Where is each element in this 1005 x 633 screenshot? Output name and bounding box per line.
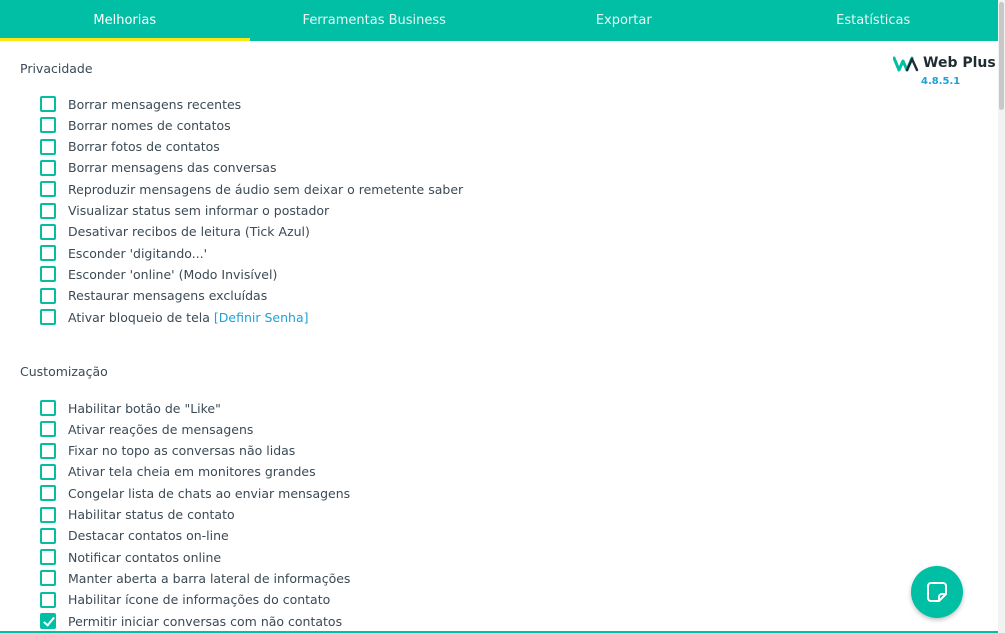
privacy-option[interactable] [40, 158, 276, 178]
brand [893, 55, 996, 91]
tab-melhorias[interactable]: Melhorias [0, 0, 250, 41]
checkbox[interactable] [40, 224, 56, 240]
customization-option[interactable] [40, 419, 253, 439]
option-label: Habilitar status de contato [68, 507, 235, 522]
customization-option[interactable] [40, 462, 316, 482]
tab-bar [0, 0, 998, 41]
tab-ferramentas-business[interactable]: Ferramentas Business [302, 13, 446, 28]
privacy-option[interactable] [40, 264, 277, 284]
tab-estatisticas[interactable]: Estatísticas [836, 13, 911, 28]
tab-exportar[interactable]: Exportar [595, 13, 652, 28]
option-label: Congelar lista de chats ao enviar mensagens [68, 485, 351, 501]
checkbox[interactable] [40, 485, 56, 501]
privacy-option[interactable] [40, 243, 207, 263]
checkbox[interactable] [40, 400, 56, 416]
sticker-button[interactable] [911, 566, 963, 618]
option-label: Notificar contatos online [68, 549, 222, 565]
customization-option[interactable] [40, 611, 342, 631]
checkbox[interactable] [40, 443, 56, 459]
privacy-option[interactable] [40, 222, 310, 242]
checkbox[interactable] [40, 464, 56, 480]
customization-option[interactable] [40, 526, 229, 546]
checkbox[interactable] [40, 288, 56, 304]
checkbox[interactable] [40, 117, 56, 133]
checkbox[interactable] [40, 309, 56, 325]
checkbox[interactable] [40, 96, 56, 112]
option-label: Ativar tela cheia em monitores grandes [68, 464, 316, 480]
option-label: Restaurar mensagens excluídas [68, 288, 268, 304]
privacy-option[interactable] [40, 137, 220, 157]
checkbox[interactable] [40, 160, 56, 176]
option-label: Borrar nomes de contatos [68, 117, 231, 133]
privacy-option[interactable] [40, 286, 267, 306]
customization-option[interactable] [40, 483, 350, 503]
checkbox[interactable] [40, 549, 56, 565]
option-label: Manter aberta a barra lateral de informações [68, 570, 351, 586]
privacy-option[interactable] [40, 115, 231, 135]
checkbox[interactable] [40, 421, 56, 437]
privacy-option[interactable] [40, 179, 463, 199]
checkmark-icon [43, 614, 55, 626]
customization-option[interactable] [40, 441, 295, 461]
option-label: Esconder 'digitando...' [68, 245, 208, 261]
brand-version: 4.8.5.1 [921, 76, 961, 87]
option-label: Reproduzir mensagens de áudio sem deixar o remetente saber [68, 181, 464, 197]
option-label: Visualizar status sem informar o postador [68, 203, 330, 218]
option-label: Ativar reações de mensagens [68, 421, 254, 437]
option-label: Borrar mensagens recentes [68, 96, 242, 112]
checkbox[interactable] [40, 245, 56, 261]
privacy-option[interactable] [40, 307, 309, 327]
customization-option[interactable] [40, 398, 221, 418]
privacy-option[interactable] [40, 94, 241, 114]
checkbox[interactable] [40, 528, 56, 544]
option-label: Habilitar botão de "Like" [68, 400, 221, 416]
customization-option[interactable] [40, 547, 221, 567]
wa-logo-icon [893, 56, 919, 72]
option-label: Borrar fotos de contatos [68, 139, 220, 155]
option-label: Habilitar ícone de informações do contato [68, 592, 331, 608]
customization-option[interactable] [40, 590, 330, 610]
option-label: Esconder 'online' (Modo Invisível) [68, 266, 278, 282]
section-title-customizacao: Customização [20, 364, 108, 379]
scrollbar[interactable] [998, 0, 1005, 633]
scrollbar-thumb[interactable] [999, 2, 1004, 110]
brand-name: Web Plus [923, 55, 996, 71]
option-label: Destacar contatos on-line [68, 528, 229, 544]
checkbox[interactable] [40, 592, 56, 608]
option-label: Fixar no topo as conversas não lidas [68, 443, 296, 459]
customization-option[interactable] [40, 505, 235, 525]
sticker-icon [926, 581, 948, 603]
section-title-privacidade: Privacidade [20, 61, 93, 76]
checkbox[interactable] [40, 139, 56, 155]
option-label: Permitir iniciar conversas com não contatos [68, 613, 343, 629]
option-label: Desativar recibos de leitura (Tick Azul) [68, 224, 310, 240]
set-password-link[interactable]: [Definir Senha] [213, 309, 309, 325]
customization-option[interactable] [40, 568, 350, 588]
option-label: Borrar mensagens das conversas [68, 160, 277, 176]
checkbox[interactable] [40, 266, 56, 282]
checkbox[interactable] [40, 507, 56, 523]
option-label: Ativar bloqueio de tela [68, 309, 210, 325]
checkbox[interactable] [40, 613, 56, 629]
privacy-option[interactable] [40, 201, 329, 221]
checkbox[interactable] [40, 203, 56, 219]
checkbox[interactable] [40, 181, 56, 197]
checkbox[interactable] [40, 570, 56, 586]
